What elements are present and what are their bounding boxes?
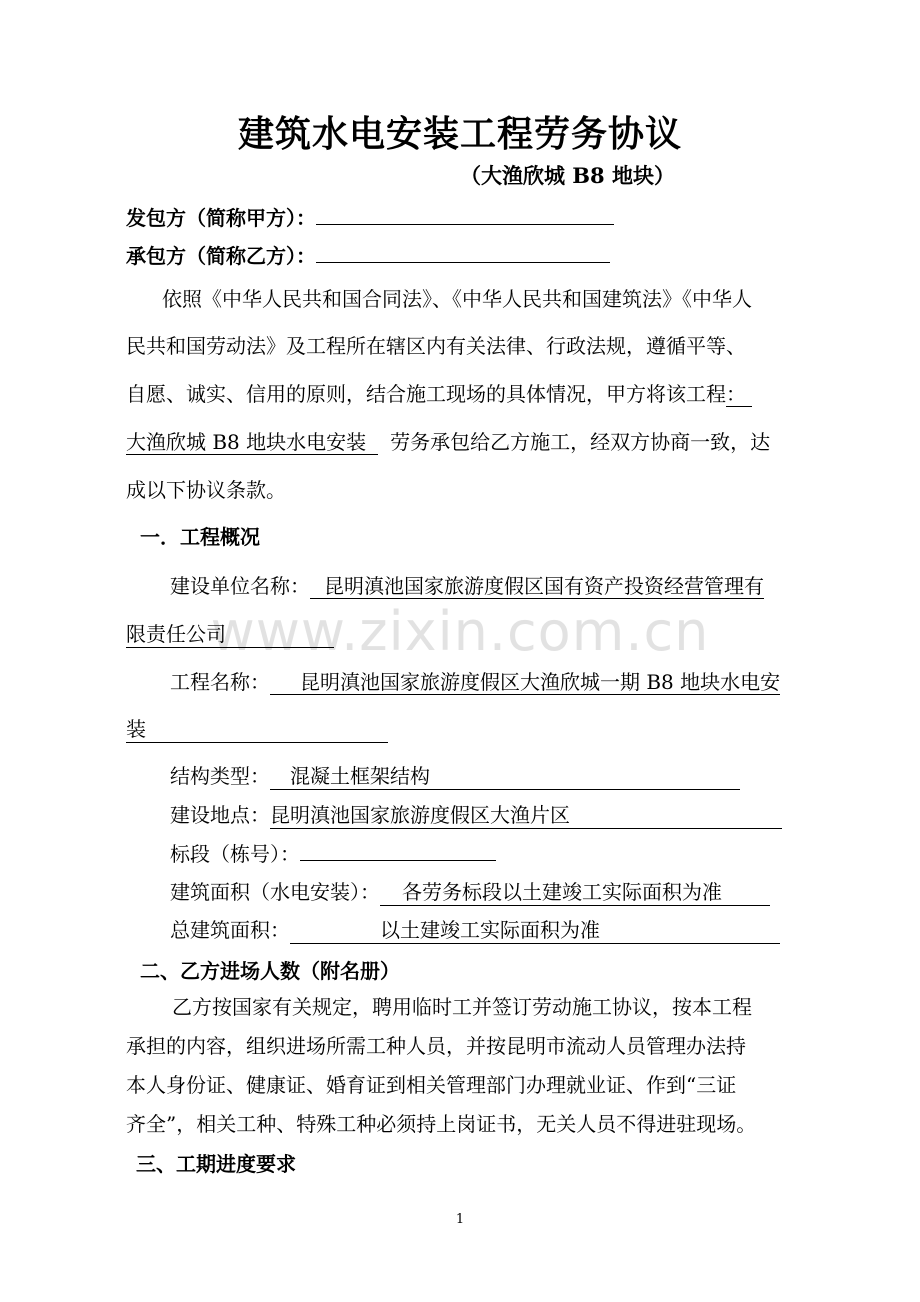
area-value: 各劳务标段以土建竣工实际面积为准 bbox=[380, 876, 770, 906]
structure-value: 混凝土框架结构 bbox=[270, 760, 740, 790]
location-value: 昆明滇池国家旅游度假区大渔片区 bbox=[270, 799, 782, 829]
party-a-line bbox=[126, 202, 614, 231]
section-2-line-4: 齐全”，相关工种、特殊工种必须持上岗证书，无关人员不得进驻现场。 bbox=[126, 1112, 757, 1136]
section-3-heading: 三、工期进度要求 bbox=[136, 1152, 296, 1176]
total-area-value: 以土建竣工实际面积为准 bbox=[290, 914, 780, 944]
section-1-heading: 一．工程概况 bbox=[140, 525, 260, 549]
party-a-label: 发包方（简称甲方）： bbox=[126, 206, 316, 230]
total-area-line bbox=[170, 914, 780, 944]
section-2-line-2: 承担的内容，组织进场所需工种人员，并按昆明市流动人员管理办法持 bbox=[126, 1034, 746, 1058]
party-a-blank bbox=[316, 204, 614, 225]
page-number: 1 bbox=[455, 1212, 465, 1227]
project-line-2 bbox=[126, 713, 388, 743]
party-b-blank bbox=[316, 242, 610, 263]
intro-line-2: 民共和国劳动法》及工程所在辖区内有关法律、行政法规，遵循平等、 bbox=[126, 334, 746, 358]
location-label: 建设地点： bbox=[170, 803, 270, 827]
intro-line-4 bbox=[126, 426, 770, 455]
intro-line-1: 依照《中华人民共和国合同法》、《中华人民共和国建筑法》《中华人 bbox=[162, 287, 752, 311]
project-value-1: 昆明滇池国家旅游度假区大渔欣城一期 B8 地块水电安 bbox=[270, 670, 780, 695]
section-no-label: 标段（栋号）： bbox=[170, 842, 300, 866]
section-2-line-3: 本人身份证、健康证、婚育证到相关管理部门办理就业证、作到“三证 bbox=[126, 1073, 737, 1097]
intro-line-4-rest: 劳务承包给乙方施工，经双方协商一致，达 bbox=[390, 430, 771, 454]
intro-project-name: 大渔欣城 B8 地块水电安装 bbox=[126, 430, 378, 455]
project-label: 工程名称： bbox=[170, 670, 270, 694]
area-line bbox=[170, 876, 770, 906]
section-no-line bbox=[170, 838, 496, 867]
intro-line-5: 成以下协议条款。 bbox=[126, 478, 286, 502]
project-line-1 bbox=[170, 666, 780, 695]
intro-line-3-colon: ： bbox=[726, 382, 752, 407]
builder-value-2: 限责任公司 bbox=[126, 618, 334, 648]
location-line bbox=[170, 799, 782, 829]
intro-line-3-text: 自愿、诚实、信用的原则，结合施工现场的具体情况，甲方将该工程 bbox=[126, 382, 726, 406]
builder-line-2 bbox=[126, 618, 334, 648]
builder-label: 建设单位名称： bbox=[170, 574, 310, 598]
intro-line-3 bbox=[126, 378, 752, 407]
structure-line bbox=[170, 760, 740, 790]
structure-label: 结构类型： bbox=[170, 764, 270, 788]
section-2-heading: 二、乙方进场人数（附名册） bbox=[140, 959, 400, 983]
total-area-label: 总建筑面积： bbox=[170, 918, 290, 942]
watermark: www.zixin.com.cn bbox=[210, 600, 710, 663]
builder-value-1: 昆明滇池国家旅游度假区国有资产投资经营管理有 bbox=[310, 574, 764, 599]
document-title: 建筑水电安装工程劳务协议 bbox=[237, 113, 682, 155]
party-b-line bbox=[126, 240, 610, 269]
section-no-blank bbox=[300, 840, 496, 861]
builder-line-1 bbox=[170, 570, 764, 599]
document-subtitle: （大渔欣城 B8 地块） bbox=[460, 163, 675, 188]
party-b-label: 承包方（简称乙方）： bbox=[126, 244, 316, 268]
project-value-2: 装 bbox=[126, 713, 388, 743]
area-label: 建筑面积（水电安装）： bbox=[170, 880, 380, 904]
section-2-line-1: 乙方按国家有关规定，聘用临时工并签订劳动施工协议，按本工程 bbox=[172, 995, 752, 1019]
